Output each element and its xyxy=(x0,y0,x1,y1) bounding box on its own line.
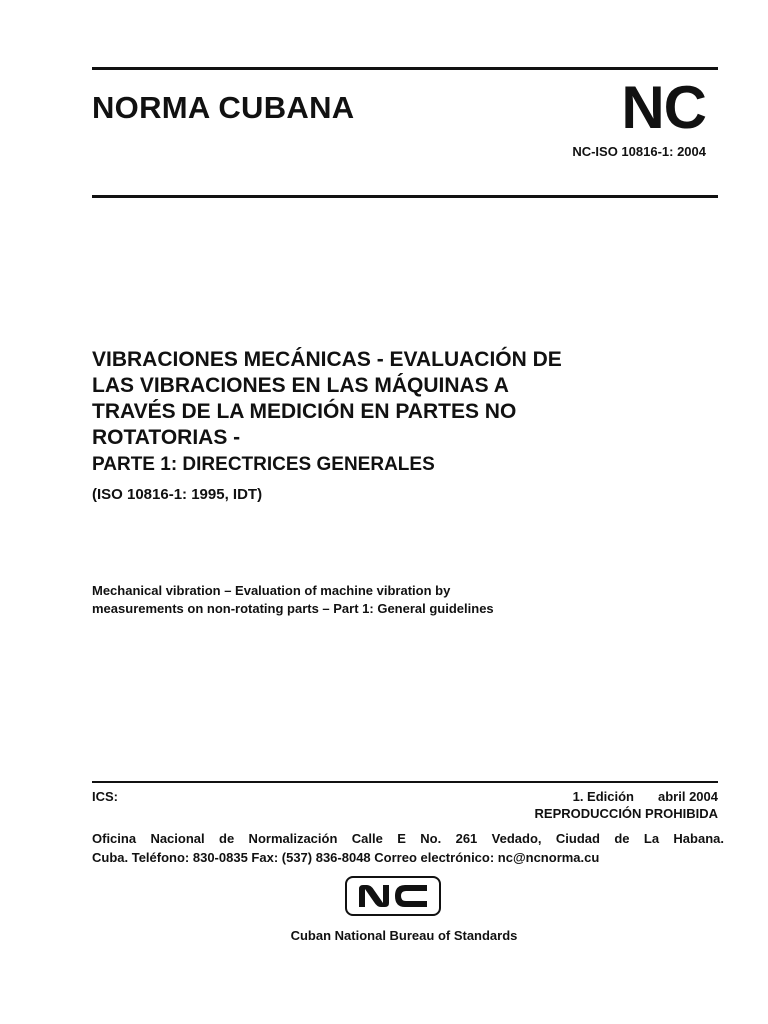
english-title xyxy=(92,582,652,618)
nc-logo xyxy=(345,876,441,916)
bureau-name: Cuban National Bureau of Standards xyxy=(290,928,518,943)
iso-reference: (ISO 10816-1: 1995, IDT) xyxy=(92,486,263,503)
footer-rule xyxy=(92,781,718,783)
office-contact-line: Cuba. Teléfono: 830-0835 Fax: (537) 836-8048 Correo electrónico: nc@ncnorma.cu xyxy=(92,850,600,865)
reproduction-notice: REPRODUCCIÓN PROHIBIDA xyxy=(534,806,718,821)
document-title xyxy=(92,347,712,451)
top-rule xyxy=(92,67,718,70)
header-rule xyxy=(92,195,718,198)
title-line: TRAVÉS DE LA MEDICIÓN EN PARTES NO xyxy=(92,400,517,423)
english-title-line: Mechanical vibration – Evaluation of machine vibration by xyxy=(92,583,451,598)
title-line: LAS VIBRACIONES EN LAS MÁQUINAS A xyxy=(92,374,509,397)
nc-mark: NC xyxy=(621,74,706,141)
part-subtitle: PARTE 1: DIRECTRICES GENERALES xyxy=(92,454,435,475)
standard-reference: NC-ISO 10816-1: 2004 xyxy=(572,144,706,159)
edition-date: abril 2004 xyxy=(658,789,718,804)
nc-logo-mark xyxy=(353,881,433,911)
title-line: VIBRACIONES MECÁNICAS - EVALUACIÓN DE xyxy=(92,348,562,371)
title-line: ROTATORIAS - xyxy=(92,426,241,449)
edition-info xyxy=(573,789,718,804)
office-address xyxy=(92,829,724,867)
english-title-line: measurements on non-rotating parts – Part 1: General guidelines xyxy=(92,601,494,616)
document-heading: NORMA CUBANA xyxy=(92,90,355,125)
office-address-line: Oficina Nacional de Normalización Calle E No. 261 Vedado, Ciudad de La Habana. xyxy=(92,831,724,846)
edition-number: 1. Edición xyxy=(572,789,634,804)
ics-label: ICS: xyxy=(92,789,118,804)
